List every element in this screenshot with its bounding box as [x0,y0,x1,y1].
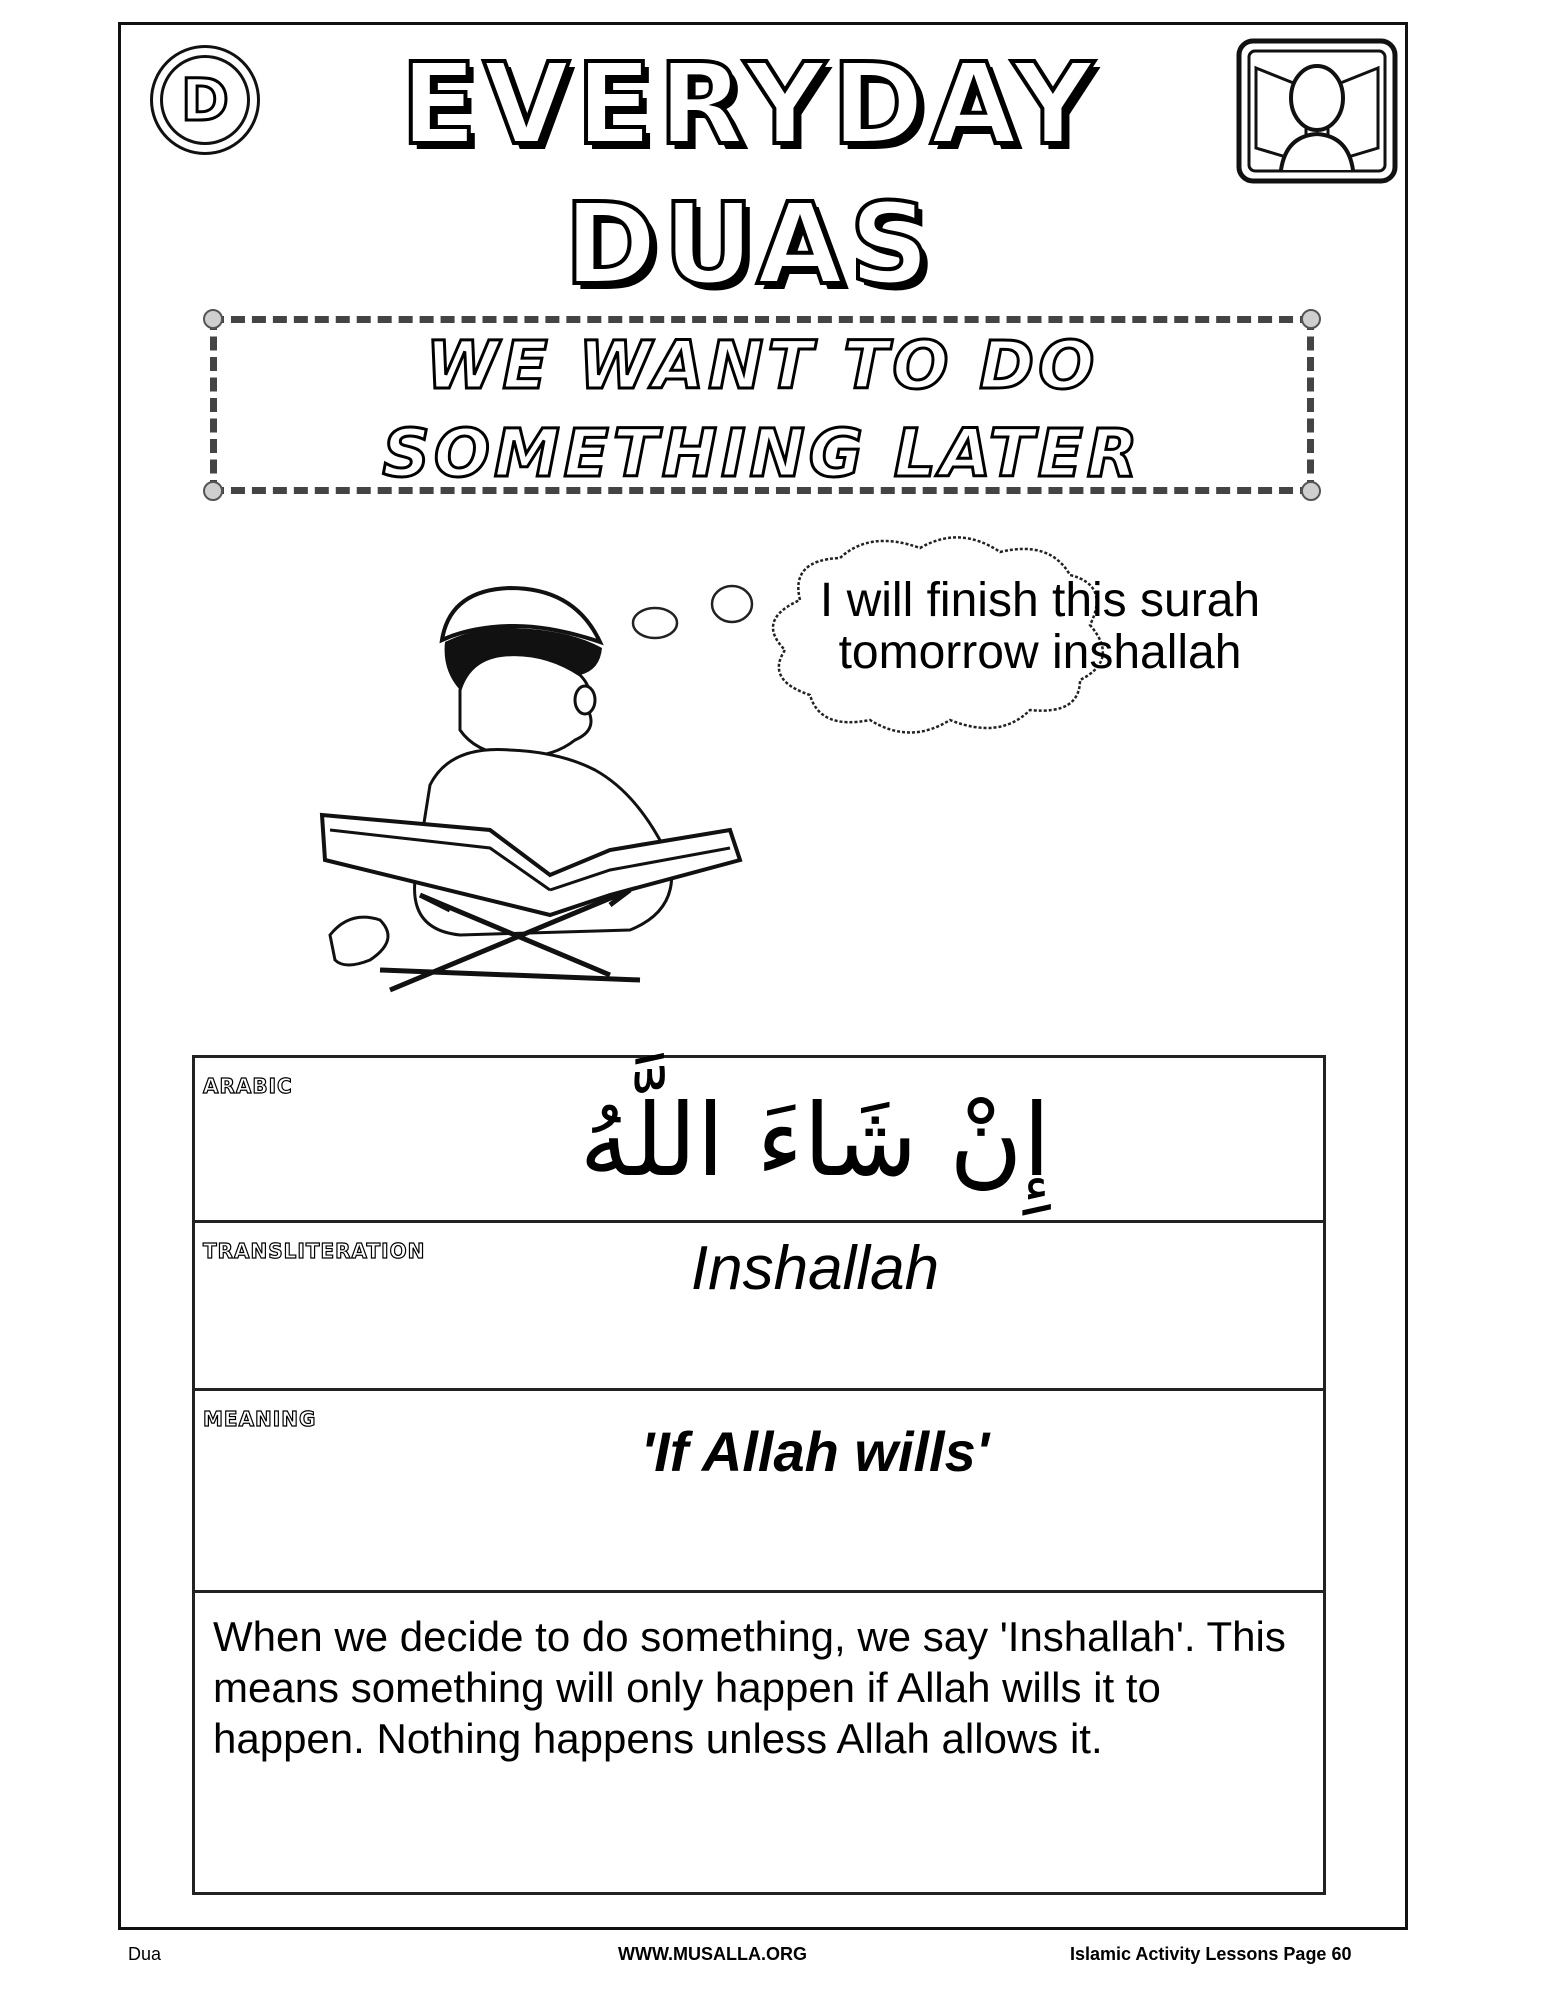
transliteration-text: Inshallah [690,1234,940,1303]
description-text: When we decide to do something, we say 'Inshallah'. This means something will only happen if Allah wills it to happen. Nothing happens unless Allah allows it. [213,1613,1286,1762]
arabic-row [195,1058,1323,1223]
subtitle-line-1: WE WANT TO DO [425,327,1099,404]
footer-page-number: Islamic Activity Lessons Page 60 [1070,1944,1352,1964]
subtitle-line-2: SOMETHING LATER [382,415,1142,492]
meaning-text: 'If Allah wills' [640,1420,990,1483]
footer-section-label: Dua [128,1944,162,1964]
footer-website: WWW.MUSALLA.ORG [618,1944,807,1964]
transliteration-label: TRANSLITERATION [203,1239,426,1263]
arabic-label: ARABIC [203,1074,293,1098]
letter-badge [150,45,260,155]
page-title-line-2: DUAS [564,180,936,310]
person-reading-icon [1236,38,1398,184]
banner-corner-dot [203,309,223,329]
page-title-line-1: EVERYDAY [400,40,1100,170]
thought-bubble-text: I will finish this surah tomorrow inshallah [819,574,1261,679]
description-row [195,1593,1323,1895]
transliteration-row [195,1223,1323,1391]
letter-badge-inner: D [160,55,250,145]
banner-corner-dot [1301,309,1321,329]
subtitle-banner [210,316,1314,494]
meaning-row [195,1391,1323,1593]
meaning-label: MEANING [203,1407,317,1431]
dua-table [192,1055,1326,1895]
arabic-text: إِنْ شَاءَ اللَّهُ [579,1082,1051,1199]
